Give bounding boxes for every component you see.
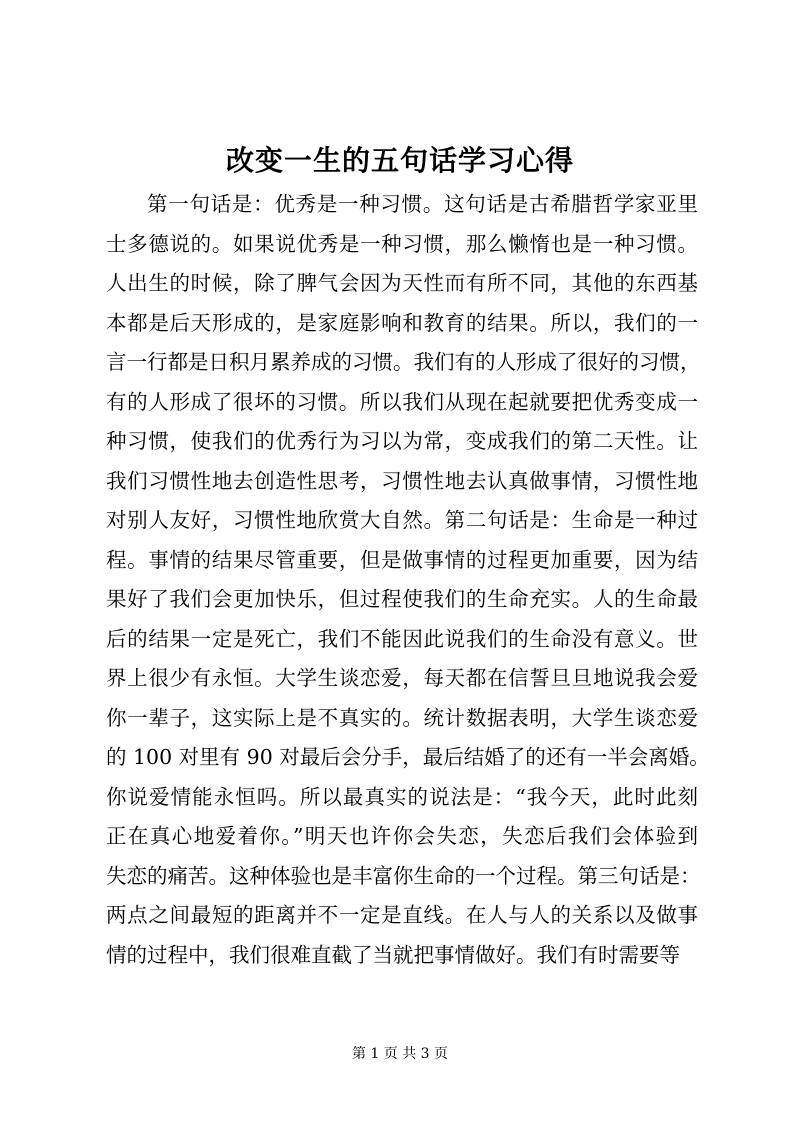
text-line: 情的过程中，我们很难直截了当就把事情做好。我们有时需要等 bbox=[106, 942, 680, 967]
text-line: 你说爱情能永恒吗。所以最真实的说法是：“我今天，此时此刻 bbox=[106, 784, 698, 809]
text-line: 你一辈子，这实际上是不真实的。统计数据表明，大学生谈恋爱 bbox=[106, 705, 698, 730]
text-line: 种习惯，使我们的优秀行为习以为常，变成我们的第二天性。让 bbox=[106, 429, 698, 453]
text-line: 后的结果一定是死亡，我们不能因此说我们的生命没有意义。世 bbox=[106, 626, 698, 651]
text-line: 两点之间最短的距离并不一定是直线。在人与人的关系以及做事 bbox=[106, 903, 698, 927]
text-line: 的 100 对里有 90 对最后会分手，最后结婚了的还有一半会离婚。 bbox=[106, 745, 710, 769]
text-line: 果好了我们会更加快乐，但过程使我们的生命充实。人的生命最 bbox=[106, 587, 698, 611]
text-line: 我们习惯性地去创造性思考，习惯性地去认真做事情，习惯性地 bbox=[106, 468, 698, 493]
text-line: 言一行都是日积月累养成的习惯。我们有的人形成了很好的习惯， bbox=[106, 350, 701, 374]
text-line: 失恋的痛苦。这种体验也是丰富你生命的一个过程。第三句话是： bbox=[106, 863, 701, 888]
text-line: 对别人友好，习惯性地欣赏大自然。第二句话是：生命是一种过 bbox=[106, 508, 698, 532]
text-line: 有的人形成了很坏的习惯。所以我们从现在起就要把优秀变成一 bbox=[106, 389, 698, 414]
text-line: 人出生的时候，除了脾气会因为天性而有所不同，其他的东西基 bbox=[106, 271, 698, 295]
page-title: 改变一生的五句话学习心得 bbox=[225, 144, 574, 177]
text-line: 正在真心地爱着你。”明天也许你会失恋，失恋后我们会体验到 bbox=[106, 824, 698, 848]
page-number-footer: 第 1 页 共 3 页 bbox=[351, 1046, 449, 1062]
text-line: 程。事情的结果尽管重要，但是做事情的过程更加重要，因为结 bbox=[106, 547, 698, 572]
text-line: 第一句话是：优秀是一种习惯。这句话是古希腊哲学家亚里 bbox=[147, 192, 698, 216]
text-line: 士多德说的。如果说优秀是一种习惯，那么懒惰也是一种习惯。 bbox=[106, 231, 698, 256]
text-line: 本都是后天形成的，是家庭影响和教育的结果。所以，我们的一 bbox=[106, 310, 698, 335]
text-line: 界上很少有永恒。大学生谈恋爱，每天都在信誓旦旦地说我会爱 bbox=[106, 666, 698, 690]
